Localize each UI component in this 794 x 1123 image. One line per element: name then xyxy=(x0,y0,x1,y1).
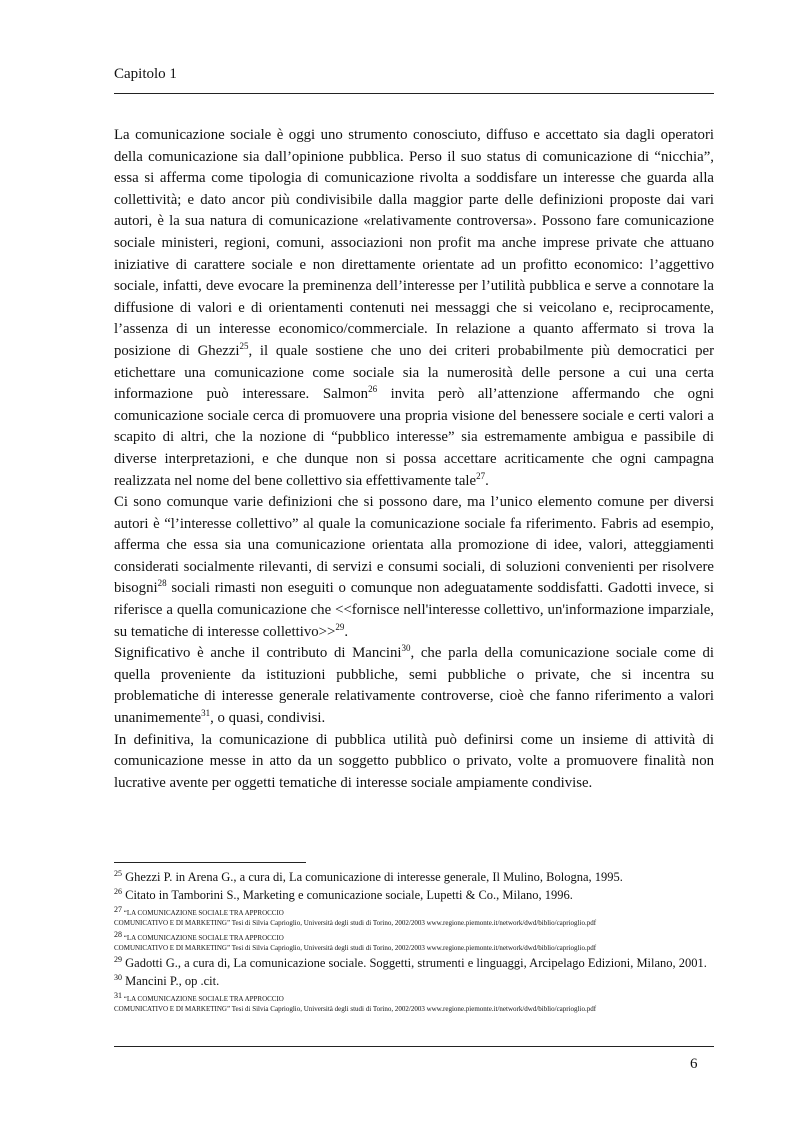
footnote-27: 27 “LA COMUNICAZIONE SOCIALE TRA APPROCCIO COMUNICATIVO E DI MARKETING” Tesi di Silvia Caprioglio, Università degli studi di Torino, 2002/2003 www.regione.piemonte.it/network/dwd/biblio/caprioglio.pdf xyxy=(114,905,597,927)
footnote-ref-30: 30 xyxy=(401,643,411,654)
page-number: 6 xyxy=(690,1056,698,1072)
paragraph-1: La comunicazione sociale è oggi uno strumento conosciuto, diffuso e accettato sia dagli operatori della comunicazione sia dall’opinione pubblica. Perso il suo status di comunicazione di “nicchia”, essa si afferma come tipologia di comunicazione rivolta a soddisfare un interesse che guarda alla collettività; e dato ancor più condivisibile dalla maggior parte delle definizioni proposte dai vari autori, è la sua natura di comunicazione «relativamente controversa». Possono fare comunicazione sociale ministeri, regioni, comuni, associazioni non profit ma anche imprese private che attuano iniziative di carattere sociale e non direttamente orientate ad un profitto economico: l’aggettivo sociale, infatti, deve evocare la preminenza dell’interesse per l’utilità pubblica e serve a connotare la diffusione di valori e di orientamenti contenuti nei messaggi che si veicolano e, reciprocamente, l’assenza di un interesse economico/commerciale. In relazione a quanto affermato si trova la posizione di Ghezzi$^{25}$, il quale sostiene che uno dei criteri probabilmente più democratici per etichettare una comunicazione come sociale sia la numerosità delle persone a cui una certa informazione può interessare. Salmon$^{26}$ invita però all’attenzione affermando che ogni comunicazione sociale cerca di promuovere una propria visione del benessere sociale e certi valori a scapito di altri, che la nozione di “pubblico interesse” sia estremamente ambigua e passibile di diverse interpretazioni, e che dunque non si possa accettare acriticamente che ogni campagna realizzata nel nome del bene collettivo sia effettivamente tale$^{27}$. xyxy=(114,127,715,489)
footnote-ref-25: 25 xyxy=(239,341,249,352)
footnote-separator xyxy=(114,862,306,863)
header-rule xyxy=(114,93,714,94)
footnote-ref-27: 27 xyxy=(476,470,486,481)
footnote-ref-29: 29 xyxy=(335,621,345,632)
footnote-25: $^{25}$ Ghezzi P. in Arena G., a cura di, La comunicazione di interesse generale, Il Mulino, Bologna, 1995. xyxy=(114,868,623,884)
footnote-30: $^{30}$ Mancini P., op .cit. xyxy=(114,972,220,988)
footer-rule xyxy=(114,1046,714,1047)
footnotes xyxy=(114,869,714,1016)
footnote-ref-31: 31 xyxy=(201,708,211,719)
footnote-28: 28 “LA COMUNICAZIONE SOCIALE TRA APPROCCIO COMUNICATIVO E DI MARKETING” Tesi di Silvia Caprioglio, Università degli studi di Torino, 2002/2003 www.regione.piemonte.it/network/dwd/biblio/caprioglio.pdf xyxy=(114,930,597,952)
paragraph-4: In definitiva, la comunicazione di pubblica utilità può definirsi come un insieme di attività di comunicazione messe in atto da un soggetto pubblico o privato, volte a promuovere finalità non lucrative avente per oggetti tematiche di interesse sociale ampiamente condivise. xyxy=(114,731,714,791)
footnote-ref-26: 26 xyxy=(368,384,378,395)
footnote-ref-28: 28 xyxy=(157,578,167,589)
body-text xyxy=(114,125,714,794)
footnote-26: $^{26}$ Citato in Tamborini S., Marketing e comunicazione sociale, Lupetti & Co., Milano, 1996. xyxy=(114,886,573,902)
footnote-31: 31 “LA COMUNICAZIONE SOCIALE TRA APPROCCIO COMUNICATIVO E DI MARKETING” Tesi di Silvia Caprioglio, Università degli studi di Torino, 2002/2003 www.regione.piemonte.it/network/dwd/biblio/caprioglio.pdf xyxy=(114,991,597,1013)
chapter-header: Capitolo 1 xyxy=(114,66,177,82)
paragraph-3: Significativo è anche il contributo di Mancini$^{30}$, che parla della comunicazione sociale come di quella proveniente da istituzioni pubbliche, semi pubbliche o private, che si incentra su problematiche di interesse generale relativamente controverse, cioè che fanno riferimento a valori unanimemente$^{31}$, o quasi, condivisi. xyxy=(114,643,714,727)
paragraph-2: Ci sono comunque varie definizioni che si possono dare, ma l’unico elemento comune per diversi autori è “l’interesse collettivo” al quale la comunicazione sociale fa riferimento. Fabris ad esempio, afferma che essa sia una comunicazione orientata alla promozione di idee, valori, atteggiamenti considerati socialmente rilevanti, di servizi e consumi sociali, di soluzioni convenienti per risolvere bisogni$^{28}$ sociali rimasti non eseguiti o comunque non adeguatamente soddisfatti. Gadotti invece, si riferisce a quella comunicazione che <<fornisce nell'interesse collettivo, un'informazione imparziale, su tematiche di interesse collettivo>>$^{29}$. xyxy=(114,494,714,640)
footnote-29: $^{29}$ Gadotti G., a cura di, La comunicazione sociale. Soggetti, strumenti e linguaggi, Arcipelago Edizioni, Milano, 2001. xyxy=(114,954,707,970)
